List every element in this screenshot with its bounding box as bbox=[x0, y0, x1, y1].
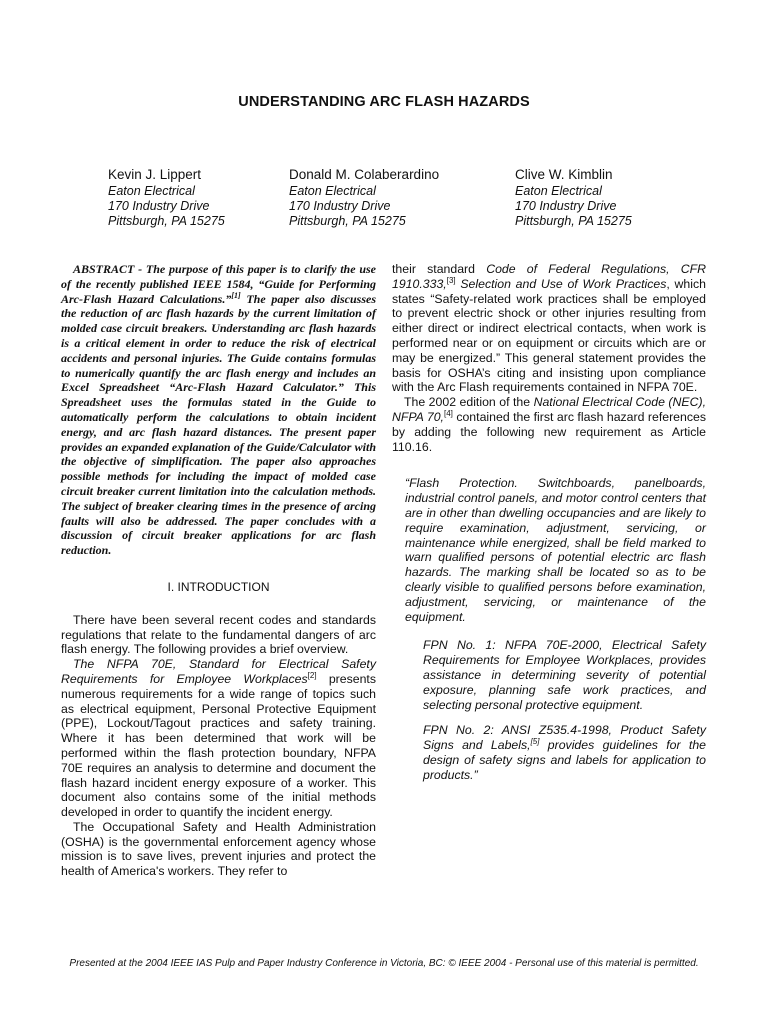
fpn-note: FPN No. 1: NFPA 70E-2000, Electrical Safety Requirements for Employee Workplaces, provides assistance in determining severity of potential exposure, planning safe work practices, and selecting personal protective equipment. bbox=[423, 638, 706, 712]
author-org: Eaton Electrical bbox=[289, 184, 376, 198]
abstract-paragraph bbox=[61, 262, 376, 558]
author-block bbox=[108, 167, 225, 229]
author-city: Pittsburgh, PA 15275 bbox=[289, 214, 406, 228]
author-block bbox=[289, 167, 439, 229]
fpn-text-cont: provides guidelines for the design of safety signs and labels for application to products.” bbox=[423, 738, 707, 782]
paper-title: UNDERSTANDING ARC FLASH HAZARDS bbox=[238, 94, 530, 110]
fpn-note bbox=[423, 723, 706, 782]
body-text: their standard bbox=[392, 262, 487, 276]
author-city: Pittsburgh, PA 15275 bbox=[108, 214, 225, 228]
intro-paragraph: There have been several recent codes and standards regulations that relate to the fundamental dangers of arc flash energy. The following provides a brief overview. bbox=[61, 612, 376, 657]
body-paragraph bbox=[392, 395, 706, 454]
body-text: contained the first arc flash hazard references by adding the following new requirement as Article 110.16. bbox=[392, 409, 706, 454]
citation-ref: [3] bbox=[446, 275, 456, 285]
author-city: Pittsburgh, PA 15275 bbox=[515, 214, 632, 228]
intro-paragraph: The Occupational Safety and Health Administration (OSHA) is the governmental enforcement agency whose mission is to save lives, prevent injuries and protect the health of America's workers. They refer to bbox=[61, 819, 376, 879]
author-block bbox=[515, 167, 632, 229]
cfr-title: Code of Federal Regulations, CFR 1910.333, bbox=[392, 262, 706, 291]
author-name: Kevin J. Lippert bbox=[108, 167, 202, 182]
author-street: 170 Industry Drive bbox=[515, 199, 617, 213]
author-street: 170 Industry Drive bbox=[108, 199, 210, 213]
citation-ref: [5] bbox=[530, 737, 540, 747]
body-text: The 2002 edition of the bbox=[404, 395, 534, 410]
author-street: 170 Industry Drive bbox=[289, 199, 391, 213]
body-paragraph bbox=[392, 262, 706, 395]
intro-text: presents numerous requirements for a wide range of topics such as electrical equipment, Personal Protective Equipment (PPE), Lockout/Tagout practices and safety training. Where it has been determined that work will be performed within the flash protection boundary, NFPA 70E requires an analysis to determine and document the flash hazard incident energy exposure of a worker. This document also contains some of the initial methods developed in order to quantify the incident energy. bbox=[61, 671, 376, 820]
abstract-text: ABSTRACT - The purpose of this paper is to clarify the use of the recently published IEEE 1584, “Guide for Performing Arc-Flash Hazard Calculations.” bbox=[61, 262, 376, 306]
nec-title: National Electrical Code (NEC), NFPA 70, bbox=[392, 395, 707, 424]
author-org: Eaton Electrical bbox=[108, 184, 195, 198]
block-quote: “Flash Protection. Switchboards, panelboards, industrial control panels, and motor control centers that are in other than dwelling occupancies and are likely to require examination, adjustment, servicing, or maintenance while energized, shall be field marked to warn qualified persons of potential electric arc flash hazards. The marking shall be located so as to be clearly visible to qualified persons before examination, adjustment, servicing, or maintenance of the equipment. bbox=[405, 476, 706, 624]
author-name: Donald M. Colaberardino bbox=[289, 167, 440, 182]
intro-paragraph bbox=[61, 657, 376, 820]
left-column bbox=[61, 262, 376, 879]
page-footer: Presented at the 2004 IEEE IAS Pulp and Paper Industry Conference in Victoria, BC: © IEEE 2004 - Personal use of this material is permitted. bbox=[69, 958, 699, 969]
citation-ref: [4] bbox=[443, 408, 453, 418]
author-org: Eaton Electrical bbox=[515, 184, 602, 198]
citation-ref: [2] bbox=[307, 670, 317, 680]
fpn-text: FPN No. 2: ANSI Z535.4-1998, Product Safety Signs and Labels, bbox=[423, 723, 706, 753]
body-text: , which states “Safety-related work practices shall be employed to prevent electric shock or other injuries resulting from either direct or indirect electrical contacts, when work is performed near or on equipment or circuits which are or may be energized.” This general statement provides the basis for OSHA’s citing and insisting upon compliance with the Arc Flash requirements contained in NFPA 70E. bbox=[392, 276, 706, 395]
nfpa-title: The NFPA 70E, Standard for Electrical Safety Requirements for Employee Workplaces bbox=[61, 657, 376, 686]
cfr-subtitle: Selection and Use of Work Practices bbox=[455, 276, 667, 291]
abstract-text-cont: The paper also discusses the reduction of arc flash hazards by the current limitation of molded case circuit breakers. Understanding arc flash hazards is a critical element in order to reduce the risk of electrical accidents and personal injuries. The Guide contains formulas to numerically quantify the arc flash energy and includes an Excel Spreadsheet “Arc-Flash Hazard Calculator.” This Spreadsheet uses the formulas stated in the Guide to automatically perform the calculations to obtain incident energy, and arc flash hazard distances. The present paper provides an expanded explanation of the Guide/Calculator with the objective of simplification. The paper also approaches possible methods for including the impact of molded case circuit breaker current limitation into the calculation methods. The subject of breaker clearing times in the presence of arcing faults will also be addressed. The paper concludes with a discussion of circuit breaker applications for arc flash reduction. bbox=[61, 291, 376, 558]
right-column bbox=[392, 262, 706, 783]
citation-ref: [1] bbox=[231, 290, 241, 300]
author-name: Clive W. Kimblin bbox=[515, 167, 613, 182]
section-heading: I. INTRODUCTION bbox=[167, 579, 270, 594]
